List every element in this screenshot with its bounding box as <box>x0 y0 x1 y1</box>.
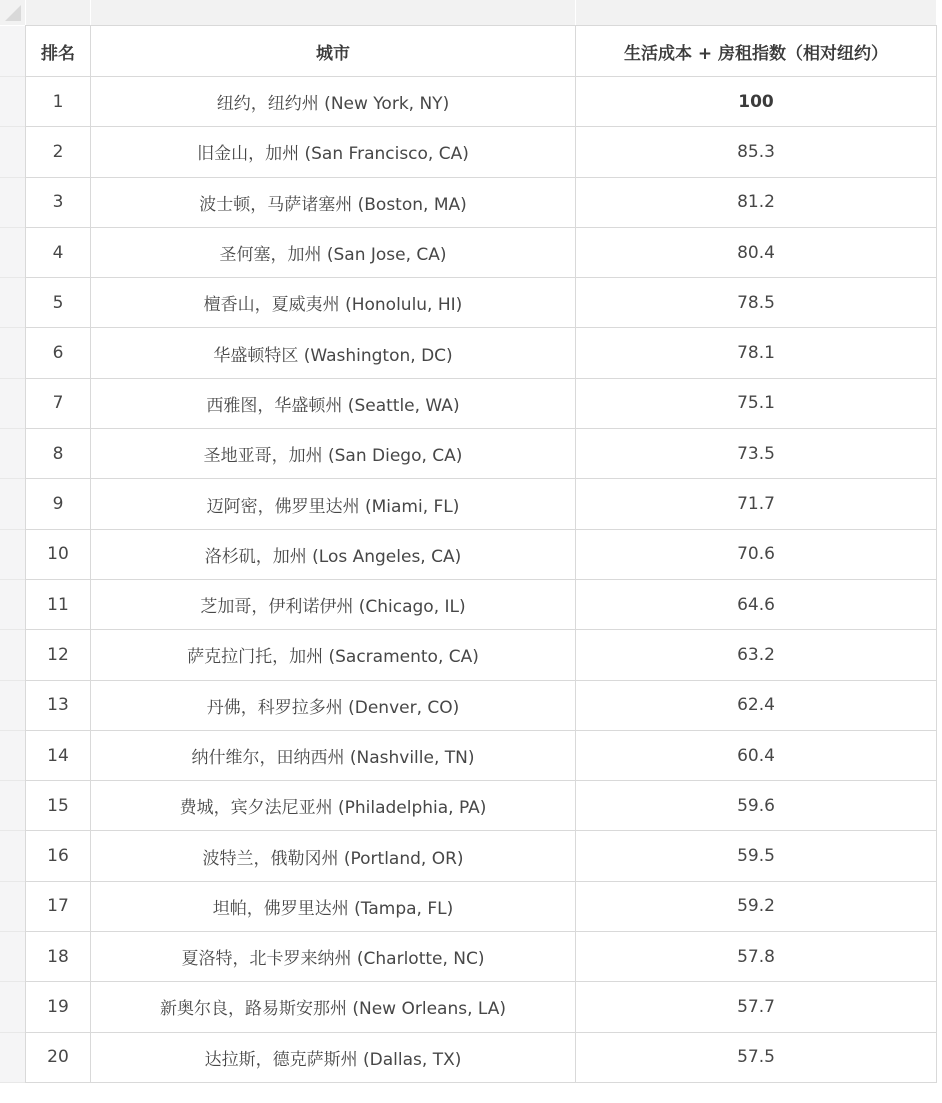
rank-cell: 20 <box>26 1032 91 1082</box>
index-cell: 63.2 <box>576 630 937 680</box>
row-gutter-cell[interactable] <box>0 228 25 278</box>
rank-cell: 7 <box>26 378 91 428</box>
table-row <box>26 630 937 680</box>
city-cell: 檀香山，夏威夷州 (Honolulu, HI) <box>91 278 576 328</box>
city-cell: 坦帕，佛罗里达州 (Tampa, FL) <box>91 881 576 931</box>
rank-cell: 4 <box>26 227 91 277</box>
column-strip-rank[interactable] <box>26 0 90 25</box>
index-cell: 78.5 <box>576 278 937 328</box>
rank-cell: 2 <box>26 127 91 177</box>
column-strip-city[interactable] <box>91 0 575 25</box>
row-gutter-cell[interactable] <box>0 982 25 1032</box>
table-row <box>26 579 937 629</box>
table-row <box>26 328 937 378</box>
column-strip-index[interactable] <box>576 0 936 25</box>
index-cell: 81.2 <box>576 177 937 227</box>
row-gutter-cell[interactable] <box>0 278 25 328</box>
table-row <box>26 177 937 227</box>
table-header-row <box>26 26 937 77</box>
rank-cell: 6 <box>26 328 91 378</box>
select-all-triangle-icon <box>5 5 21 21</box>
index-cell: 59.6 <box>576 781 937 831</box>
rank-cell: 17 <box>26 881 91 931</box>
index-cell: 80.4 <box>576 227 937 277</box>
rank-cell: 11 <box>26 579 91 629</box>
city-cell: 波士顿，马萨诸塞州 (Boston, MA) <box>91 177 576 227</box>
row-gutter-cell[interactable] <box>0 379 25 429</box>
city-cell: 费城，宾夕法尼亚州 (Philadelphia, PA) <box>91 781 576 831</box>
city-cell: 新奥尔良，路易斯安那州 (New Orleans, LA) <box>91 982 576 1032</box>
row-gutter <box>0 26 25 1083</box>
city-cell: 西雅图，华盛顿州 (Seattle, WA) <box>91 378 576 428</box>
row-gutter-cell[interactable] <box>0 630 25 680</box>
table-row <box>26 730 937 780</box>
rank-cell: 8 <box>26 429 91 479</box>
row-gutter-cell[interactable] <box>0 328 25 378</box>
index-cell: 78.1 <box>576 328 937 378</box>
table-row <box>26 831 937 881</box>
table-row <box>26 1032 937 1082</box>
city-cell: 萨克拉门托，加州 (Sacramento, CA) <box>91 630 576 680</box>
index-cell: 73.5 <box>576 429 937 479</box>
index-cell: 57.7 <box>576 982 937 1032</box>
index-cell: 62.4 <box>576 680 937 730</box>
city-cell: 华盛顿特区 (Washington, DC) <box>91 328 576 378</box>
rank-cell: 14 <box>26 730 91 780</box>
city-cell: 达拉斯，德克萨斯州 (Dallas, TX) <box>91 1032 576 1082</box>
index-cell: 60.4 <box>576 730 937 780</box>
city-cell: 夏洛特，北卡罗来纳州 (Charlotte, NC) <box>91 932 576 982</box>
select-all-corner[interactable] <box>0 0 25 25</box>
table-row <box>26 127 937 177</box>
row-gutter-cell[interactable] <box>0 731 25 781</box>
index-cell: 57.8 <box>576 932 937 982</box>
rank-cell: 18 <box>26 932 91 982</box>
row-gutter-cell[interactable] <box>0 580 25 630</box>
table-row <box>26 429 937 479</box>
table-row <box>26 529 937 579</box>
row-gutter-cell[interactable] <box>0 127 25 177</box>
rank-cell: 1 <box>26 77 91 127</box>
row-gutter-cell[interactable] <box>0 530 25 580</box>
rank-cell: 19 <box>26 982 91 1032</box>
rank-cell: 3 <box>26 177 91 227</box>
city-cell: 迈阿密，佛罗里达州 (Miami, FL) <box>91 479 576 529</box>
row-gutter-cell[interactable] <box>0 932 25 982</box>
row-gutter-cell[interactable] <box>0 681 25 731</box>
row-gutter-cell[interactable] <box>0 178 25 228</box>
row-gutter-cell[interactable] <box>0 882 25 932</box>
table-row <box>26 479 937 529</box>
row-gutter-cell[interactable] <box>0 429 25 479</box>
city-cell: 纽约，纽约州 (New York, NY) <box>91 77 576 127</box>
column-header-rank: 排名 <box>26 26 91 77</box>
row-gutter-cell[interactable] <box>0 479 25 529</box>
city-cell: 丹佛，科罗拉多州 (Denver, CO) <box>91 680 576 730</box>
column-header-city: 城市 <box>91 26 576 77</box>
table-row <box>26 781 937 831</box>
city-cell: 圣地亚哥，加州 (San Diego, CA) <box>91 429 576 479</box>
city-cell: 旧金山，加州 (San Francisco, CA) <box>91 127 576 177</box>
city-cell: 纳什维尔，田纳西州 (Nashville, TN) <box>91 730 576 780</box>
index-cell: 85.3 <box>576 127 937 177</box>
city-cell: 圣何塞，加州 (San Jose, CA) <box>91 227 576 277</box>
index-cell: 100 <box>576 77 937 127</box>
rank-cell: 9 <box>26 479 91 529</box>
cost-of-living-table <box>25 25 937 1083</box>
index-cell: 59.5 <box>576 831 937 881</box>
table-row <box>26 378 937 428</box>
table-row <box>26 881 937 931</box>
row-gutter-cell[interactable] <box>0 77 25 127</box>
index-cell: 64.6 <box>576 579 937 629</box>
row-gutter-cell[interactable] <box>0 26 25 77</box>
table-row <box>26 278 937 328</box>
index-cell: 75.1 <box>576 378 937 428</box>
rank-cell: 5 <box>26 278 91 328</box>
row-gutter-cell[interactable] <box>0 781 25 831</box>
rank-cell: 12 <box>26 630 91 680</box>
rank-cell: 16 <box>26 831 91 881</box>
index-cell: 70.6 <box>576 529 937 579</box>
row-gutter-cell[interactable] <box>0 1033 25 1083</box>
rank-cell: 15 <box>26 781 91 831</box>
rank-cell: 13 <box>26 680 91 730</box>
column-header-index: 生活成本 + 房租指数（相对纽约） <box>576 26 937 77</box>
table-row <box>26 932 937 982</box>
rank-cell: 10 <box>26 529 91 579</box>
table-row <box>26 982 937 1032</box>
index-cell: 57.5 <box>576 1032 937 1082</box>
city-cell: 洛杉矶，加州 (Los Angeles, CA) <box>91 529 576 579</box>
row-gutter-cell[interactable] <box>0 831 25 881</box>
table-row <box>26 227 937 277</box>
table-row <box>26 680 937 730</box>
index-cell: 59.2 <box>576 881 937 931</box>
city-cell: 波特兰，俄勒冈州 (Portland, OR) <box>91 831 576 881</box>
index-cell: 71.7 <box>576 479 937 529</box>
city-cell: 芝加哥，伊利诺伊州 (Chicago, IL) <box>91 579 576 629</box>
table-row <box>26 77 937 127</box>
